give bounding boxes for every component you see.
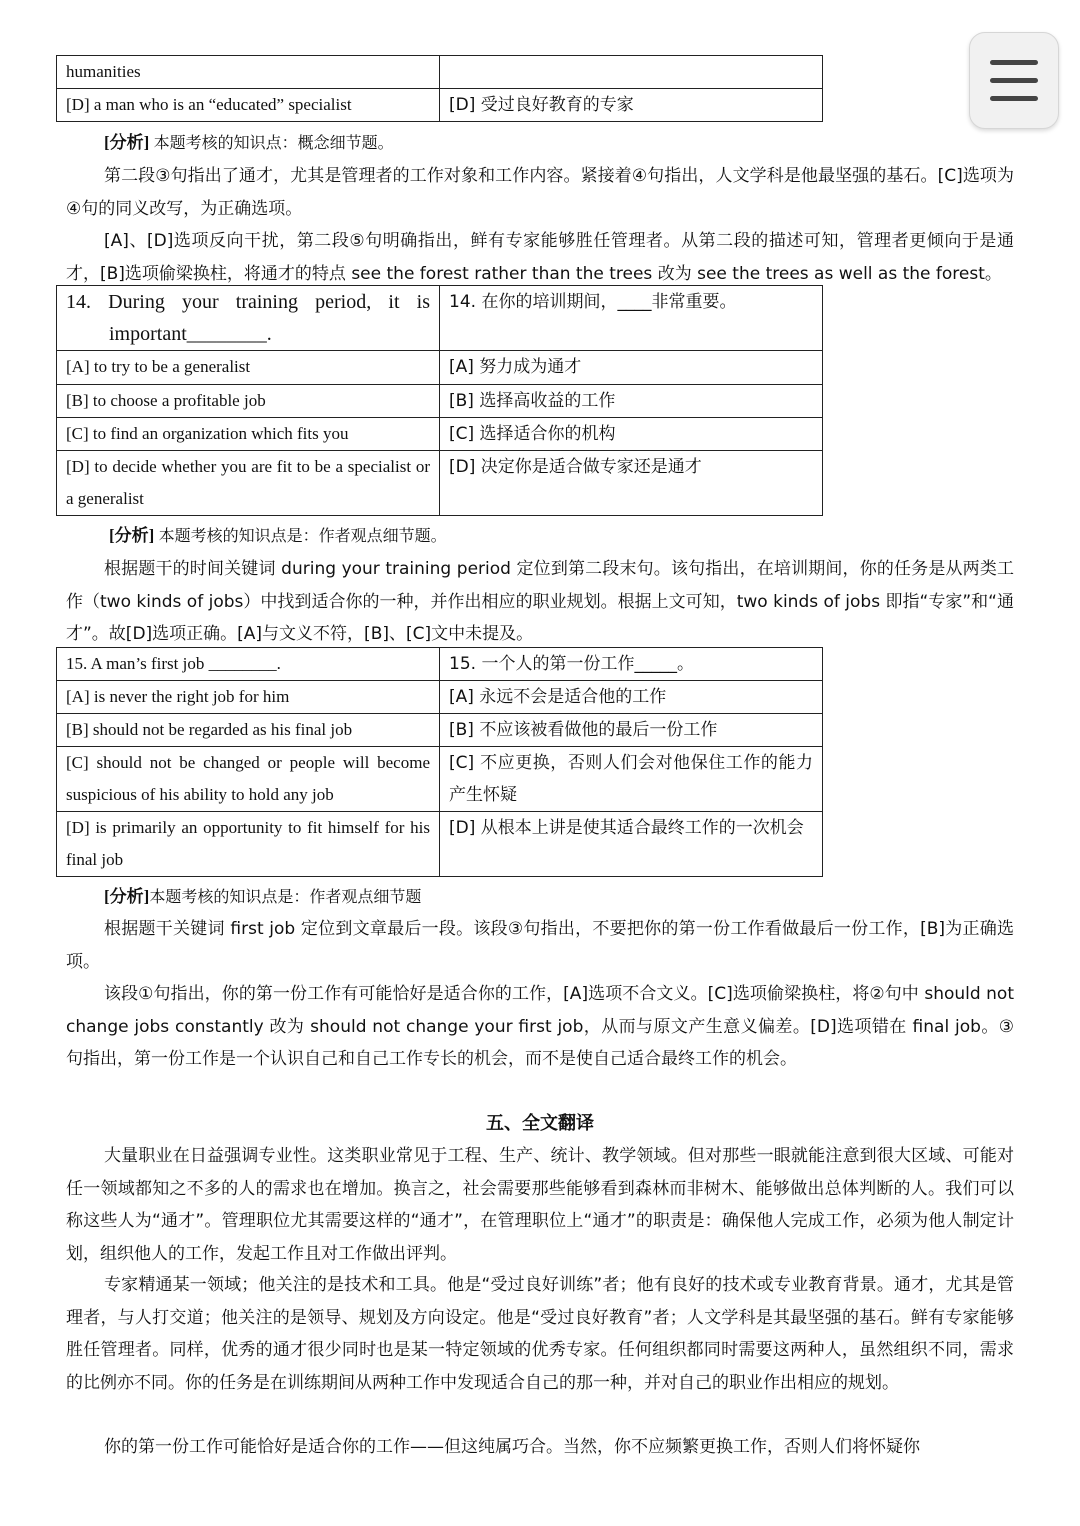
table-row: 15. A man’s first job ________. 15. 一个人的第一份工作_____。: [57, 648, 823, 681]
table-row: [D] a man who is an “educated” specialist [D] 受过良好教育的专家: [57, 89, 823, 122]
analysis-label: [分析]: [104, 887, 150, 906]
analysis-label: [分析]: [109, 526, 155, 545]
table-row: [A] is never the right job for him [A] 永远不会是适合他的工作: [57, 681, 823, 714]
question-14-stem-line-1: 14. During your training period, it is: [66, 291, 430, 313]
table-row: [C] to find an organization which fits you [C] 选择适合你的机构: [57, 418, 823, 451]
table-row: [D] to decide whether you are fit to be a specialist or a generalist [D] 决定你是适合做专家还是通才: [57, 451, 823, 516]
question-15-table: [56, 647, 823, 877]
table-row: [C] should not be changed or people will become suspicious of his ability to hold any job [C] 不应更换，否则人们会对他保住工作的能力产生怀疑: [57, 747, 823, 812]
menu-button[interactable]: [969, 32, 1059, 129]
translation-paragraph-2: 专家精通某一领域；他关注的是技术和工具。他是“受过良好训练”者；他有良好的技术或专业教育背景。通才，尤其是管理者，与人打交道；他关注的是领导、规划及方向设定。他是“受过良好教育”者；人文学科是其最坚强的基石。鲜有专家能够胜任管理者。同样，优秀的通才很少同时也是某一特定领域的优秀专家。任何组织都同时需要这两种人，虽然组织不同，需求的比例亦不同。你的任务是在训练期间从两种工作中发现适合自己的那一种，并对自己的职业作出相应的规划。: [66, 1275, 1014, 1393]
analysis-15-paragraph-2: 该段①句指出，你的第一份工作有可能恰好是适合你的工作，[A]选项不合文义。[C]选项偷梁换柱，将②句中 should not change jobs constantly 改为 should not change your first job，从而与原文产生意义偏差。[D]选项错在 final job。③句指出，第一份工作是一个认识自己和自己工作专长的机会，而不是使自己适合最终工作的机会。: [66, 984, 1014, 1069]
table-row: [B] to choose a profitable job [B] 选择高收益的工作: [57, 385, 823, 418]
analysis-14-paragraph-1: 根据题干的时间关键词 during your training period 定位到第二段末句。该句指出，在培训期间，你的任务是从两类工作（two kinds of jobs）中找到适合你的一种，并作出相应的职业规划。根据上文可知，two kinds of jobs 即指“专家”和“通才”。故[D]选项正确。[A]与文义不符，[B]、[C]文中未提及。: [66, 559, 1014, 644]
question-13-table: [56, 55, 823, 122]
analysis-13-paragraph-1: 第二段③句指出了通才，尤其是管理者的工作对象和工作内容。紧接着④句指出，人文学科是他最坚强的基石。[C]选项为④句的同义改写，为正确选项。: [66, 166, 1014, 219]
table-row: [57, 286, 823, 351]
translation-paragraph-1: 大量职业在日益强调专业性。这类职业常见于工程、生产、统计、教学领域。但对那些一眼就能注意到很大区域、可能对任一领域都知之不多的人的需求也在增加。换言之，社会需要那些能够看到森林而非树木、能够做出总体判断的人。我们可以称这些人为“通才”。管理职位尤其需要这样的“通才”，在管理职位上“通才”的职责是：确保他人完成工作，必须为他人制定计划，组织他人的工作，发起工作且对工作做出评判。: [66, 1146, 1014, 1264]
analysis-14-line: [分析] 本题考核的知识点是：作者观点细节题。: [109, 526, 447, 545]
table-row: [A] to try to be a generalist [A] 努力成为通才: [57, 351, 823, 385]
analysis-15-line: [分析]本题考核的知识点是：作者观点细节题: [104, 887, 422, 906]
analysis-13-paragraph-2: [A]、[D]选项反向干扰，第二段⑤句明确指出，鲜有专家能够胜任管理者。从第二段的描述可知，管理者更倾向于是通才，[B]选项偷梁换柱，将通才的特点 see the forest rather than the trees 改为 see the trees as well as the forest。: [66, 231, 1014, 284]
table-row: [D] is primarily an opportunity to fit himself for his final job [D] 从根本上讲是使其适合最终工作的一次机会: [57, 812, 823, 877]
section-heading: 五、全文翻译: [486, 1113, 594, 1134]
hamburger-menu-icon: [990, 60, 1038, 65]
table-row: humanities: [57, 56, 823, 89]
question-14-stem-zh: 14. 在你的培训期间，____非常重要。: [440, 286, 823, 351]
analysis-15-paragraph-1: 根据题干关键词 first job 定位到文章最后一段。该段③句指出，不要把你的第一份工作看做最后一份工作，[B]为正确选项。: [66, 919, 1014, 972]
analysis-13-line: [分析] 本题考核的知识点：概念细节题。: [104, 133, 394, 152]
table-row: [B] should not be regarded as his final job [B] 不应该被看做他的最后一份工作: [57, 714, 823, 747]
question-14-table: [56, 285, 823, 516]
question-14-stem-line-2: important________.: [109, 323, 272, 345]
analysis-label: [分析]: [104, 133, 150, 152]
translation-paragraph-3: 你的第一份工作可能恰好是适合你的工作——但这纯属巧合。当然，你不应频繁更换工作，否则人们将怀疑你: [104, 1437, 920, 1457]
